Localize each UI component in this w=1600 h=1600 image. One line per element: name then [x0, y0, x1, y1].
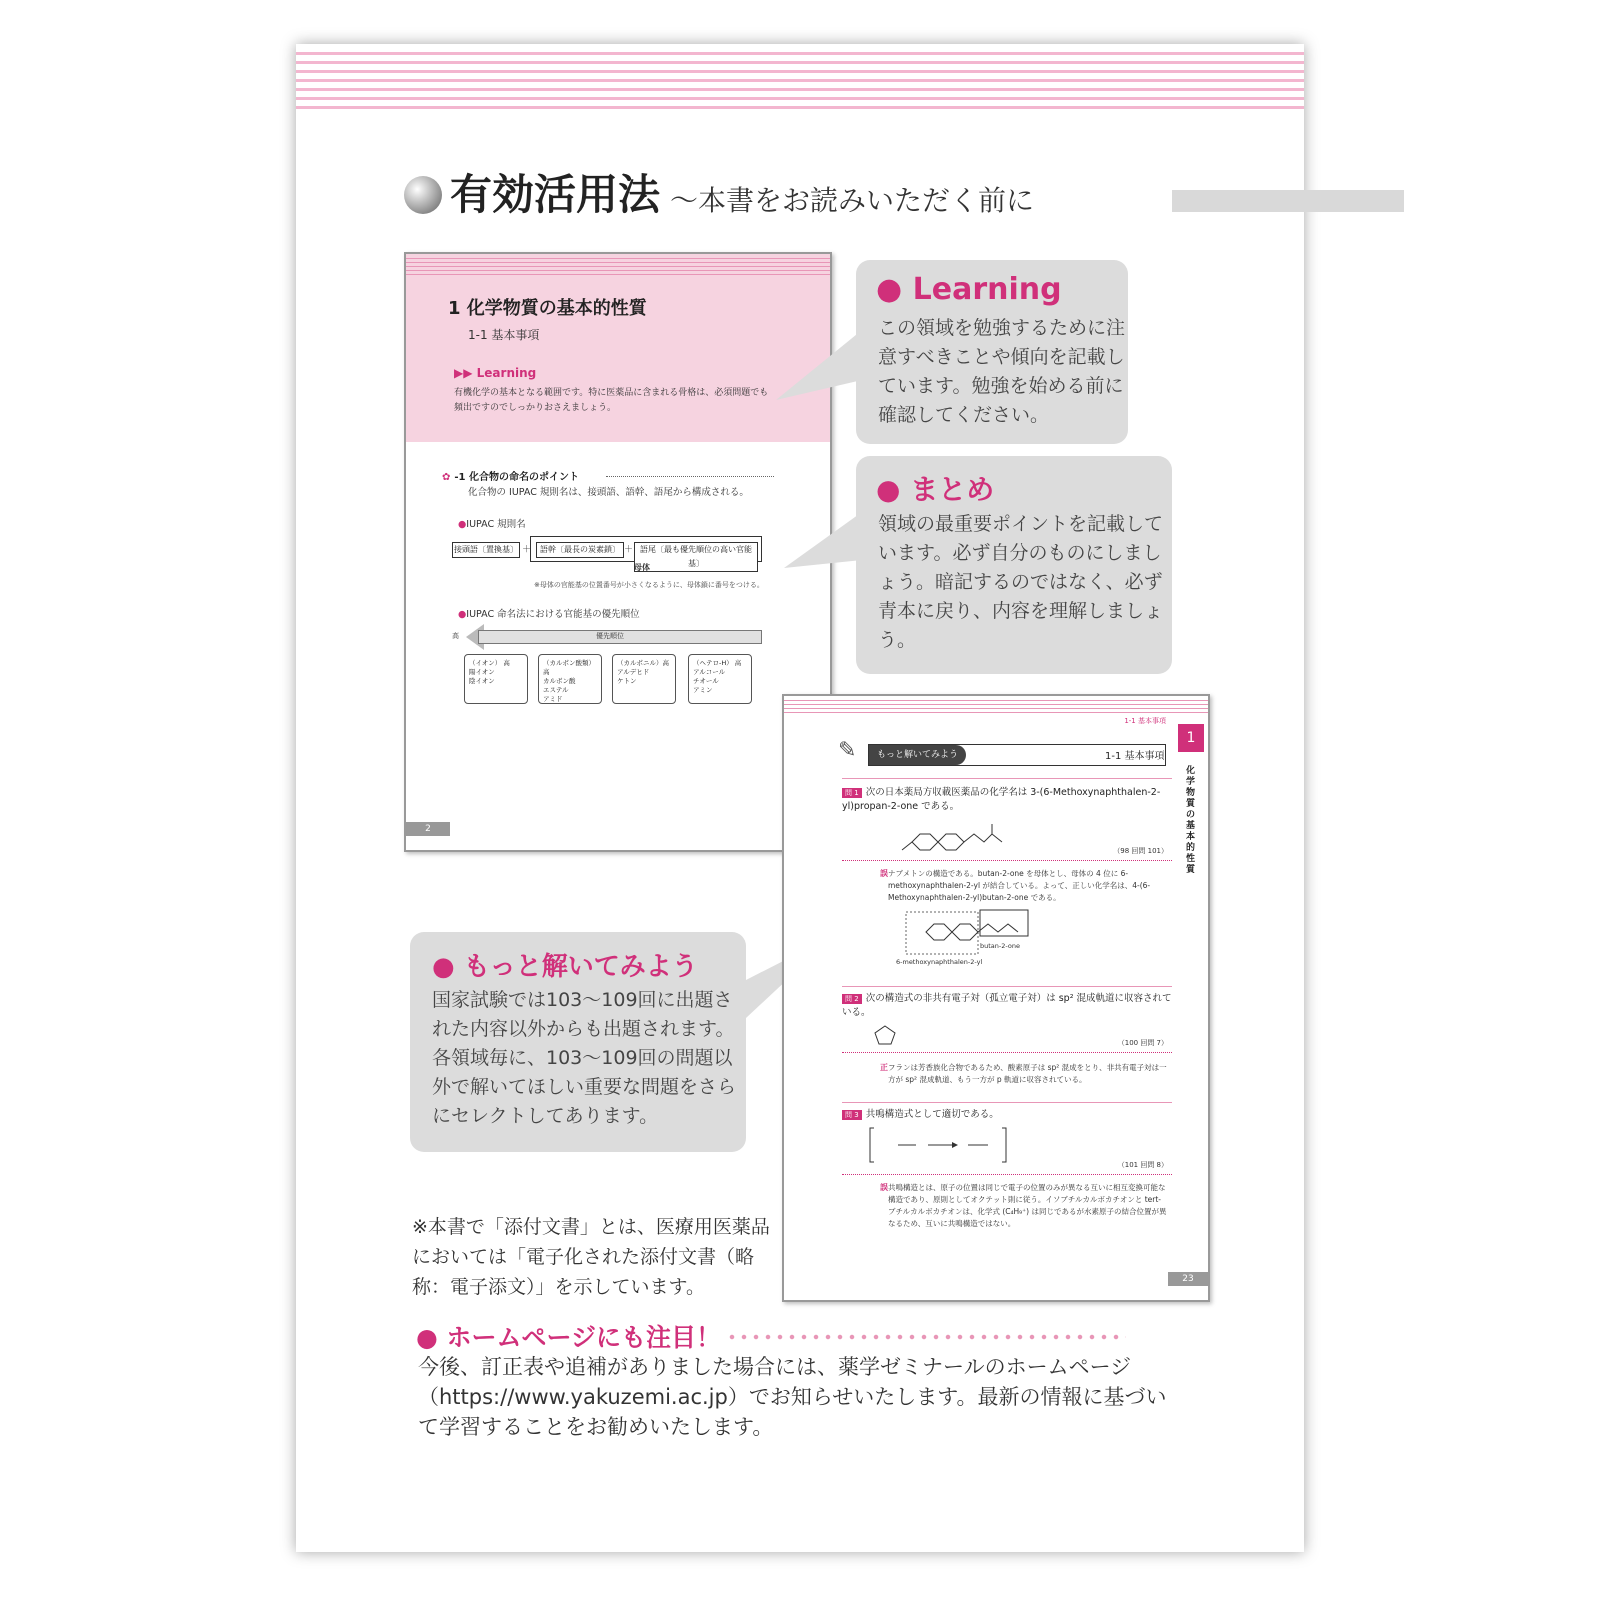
page-subtitle: ～本書をお読みいただく前に: [670, 184, 1035, 217]
plus-sign: ＋: [522, 545, 532, 555]
page-title: 有効活用法: [450, 170, 661, 219]
nabumetone-structure: [872, 820, 1022, 864]
question-rule: [842, 778, 1172, 779]
q3-mark: 誤: [880, 1183, 888, 1192]
box-suffix: 語尾〔最も優先順位の高い官能基〕: [634, 542, 758, 572]
q2-reference: （100 回問 7）: [1117, 1039, 1168, 1047]
exercise-bar-section: 1-1 基本事項: [1105, 751, 1165, 762]
q2-mark: 正: [880, 1063, 888, 1072]
sample-page-exercises: [782, 694, 1210, 1302]
header-stripes-mini-2: [784, 700, 1208, 714]
answer-divider-3: [842, 1174, 1172, 1175]
question-3: 問 3 共鳴構造式として適切である。: [842, 1108, 1172, 1122]
answer-divider: [842, 860, 1172, 861]
pencil-icon: ✎: [838, 738, 857, 763]
chapter-tab: 1: [1178, 724, 1204, 752]
callout-matome: [856, 456, 1172, 674]
homepage-text: 今後、訂正表や追補がありました場合には、薬学ゼミナールのホームページ（https://www.yakuzemi.ac.jp）でお知らせいたします。最新の情報に基づいて学習することをお勧めいたします。: [418, 1355, 1167, 1439]
box-stem: 語幹〔最長の炭素鎖〕: [536, 542, 624, 558]
exercise-bar: [868, 744, 1166, 766]
question-2: 問 2 次の構造式の非共有電子対（孤立電子対）は sp² 混成軌道に収容されている。: [842, 993, 1172, 1018]
callout-learning-body: この領域を勉強するために注意すべきことや傾向を記載しています。勉強を始める前に確認してください。: [878, 317, 1126, 426]
dotted-leader: [726, 1334, 1126, 1340]
callout-motto: [410, 932, 746, 1152]
homepage-heading: ● ホームページにも注目！: [416, 1323, 722, 1352]
callout-matome-body: 領域の最重要ポイントを記載しています。必ず自分のものにしましょう。暗記するのではなく、必ず青本に戻り、内容を理解しましょう。: [878, 513, 1164, 651]
q1-struct-label-naphthyl: 6-methoxynaphthalen-2-yl: [896, 958, 983, 966]
answer-divider-2: [842, 1052, 1172, 1053]
question-rule-3: [842, 1102, 1172, 1103]
bullet-priority: ●IUPAC 命名法における官能基の優先順位: [458, 609, 640, 620]
furan-structure: [870, 1022, 900, 1048]
page-number-23: 23: [1168, 1272, 1208, 1286]
callout-learning-heading: ● Learning: [876, 272, 1062, 307]
chapter-title: 1 化学物質の基本的性質: [448, 298, 647, 319]
vertical-chapter-title: 化学物質の基本的性質: [1186, 766, 1196, 875]
learning-text: 有機化学の基本となる範囲です。特に医薬品に含まれる骨格は、必須問題でも頻出ですのでしっかりおさえましょう。: [454, 388, 769, 413]
arrow-high-label: 高: [452, 632, 459, 640]
q1-reference: （98 回問 101）: [1113, 847, 1168, 855]
q2-answer: フランは芳香族化合物であるため、酸素原子は sp² 混成をとり、非共有電子対は一方が sp² 混成軌道、もう一方が p 軌道に収容されている。: [888, 1063, 1167, 1084]
numbering-note: ※母体の官能基の位置番号が小さくなるように、母体鎖に番号をつける。: [534, 581, 764, 589]
q1-mark: 誤: [880, 869, 888, 878]
parent-label: 母体: [634, 563, 650, 572]
question-rule-2: [842, 986, 1172, 987]
group-ion: （イオン） 高 陽イオン 陰イオン: [464, 654, 528, 704]
running-header: 1-1 基本事項: [1124, 717, 1166, 725]
double-arrow-icon: ▶▶: [454, 366, 477, 380]
callout-motto-heading: ● もっと解いてみよう: [432, 952, 698, 982]
section-title: 1-1 基本事項: [468, 328, 540, 342]
q3-answer: 共鳴構造とは、原子の位置は同じで電子の位置のみが異なる互いに相互変換可能な構造であり、原則としてオクテット則に従う。イソブチルカルボカチオンと tert-ブチルカルボカチオンは、化学式 (C₄H₉⁺) は同じであるが水素原子の結合位置が異なるため、互いに共鳴構造ではない。: [888, 1183, 1167, 1228]
group-hetero: （ヘテロ-H） 高 アルコール チオール アミン: [688, 654, 752, 704]
group-carbonyl: （カルボニル）高 アルデヒド ケトン: [612, 654, 676, 704]
q1-struct-label-butanone: butan-2-one: [980, 942, 1020, 950]
arrow-priority-label: 優先順位: [596, 632, 624, 640]
q1-answer: ナブメトンの構造である。butan-2-one を母体とし、母体の 4 位に 6-methoxynaphthalen-2-yl が結合している。よって、正しい化学名は、4-(6-Methoxynaphthalen-2-yl)butan-2-one である。: [888, 869, 1151, 902]
attachment-note: ※本書で「添付文書」とは、医療用医薬品においては「電子化された添付文書（略称：電子添文）」を示しています。: [412, 1216, 770, 1298]
box-prefix: 接頭語〔置換基〕: [452, 542, 520, 558]
group-carboxylic: （カルボン酸類）高 カルボン酸 エステル アミド: [538, 654, 602, 704]
learning-label: ▶▶ Learning: [454, 366, 537, 380]
page-number-2: 2: [406, 822, 450, 836]
point-title: ✿ -1 化合物の命名のポイント: [442, 472, 579, 483]
flower-icon: ✿: [442, 472, 451, 483]
callout-motto-body: 国家試験では103～109回に出題された内容以外からも出題されます。各領域毎に、103～109回の問題以外で解いてほしい重要な問題をさらにセレクトしてあります。: [432, 989, 737, 1127]
resonance-structure: [868, 1126, 1008, 1166]
q3-reference: （101 回問 8）: [1117, 1161, 1168, 1169]
exercise-bar-label: もっと解いてみよう: [869, 745, 966, 765]
bullet-iupac-name: ●IUPAC 規則名: [458, 519, 526, 530]
plus-sign-2: ＋: [624, 545, 634, 555]
callout-learning: [856, 260, 1128, 444]
callout-matome-heading: ● まとめ: [876, 473, 995, 506]
question-1: 問 1 次の日本薬局方収載医薬品の化学名は 3-(6-Methoxynaphthalen-2-yl)propan-2-one である。: [842, 787, 1161, 812]
point-text: 化合物の IUPAC 規則名は、接頭語、語幹、語尾から構成される。: [468, 487, 749, 498]
